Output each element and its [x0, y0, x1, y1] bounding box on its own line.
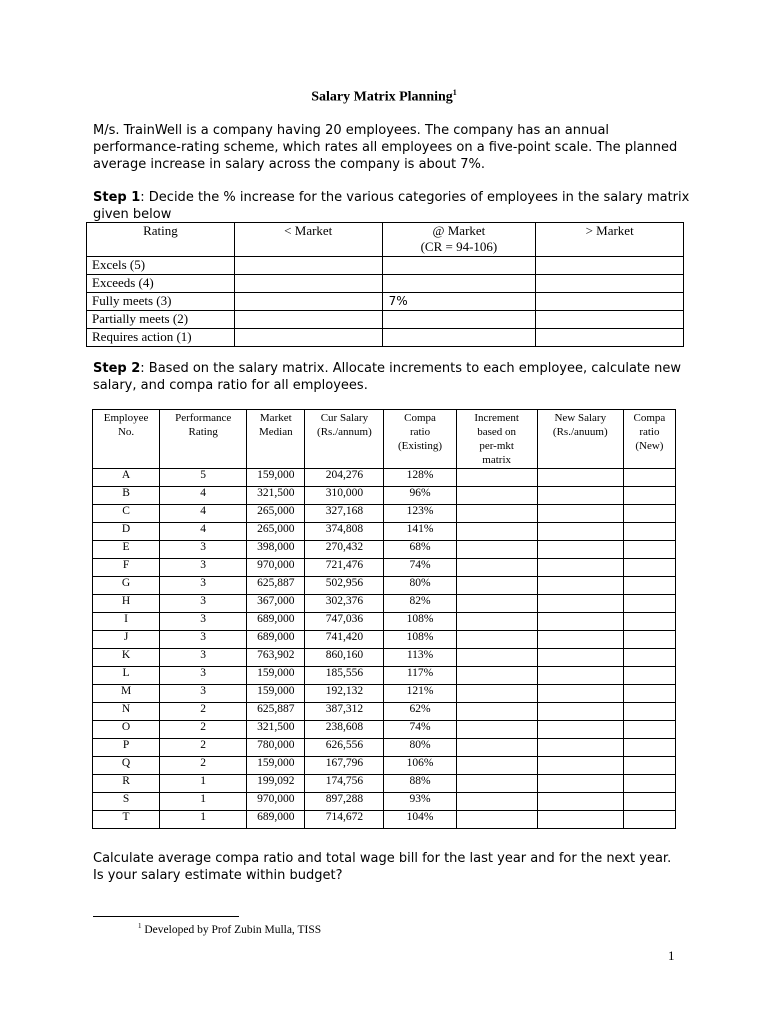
step2-instruction — [93, 360, 693, 394]
employee-header-line: based on — [477, 426, 517, 438]
table-row — [93, 685, 676, 703]
employee-header-line: Market — [259, 412, 292, 424]
compa-ratio-existing: 121% — [384, 685, 456, 703]
step2-label: Step 2 — [93, 361, 141, 376]
current-salary: 302,376 — [305, 595, 384, 613]
new-salary-cell[interactable] — [537, 595, 623, 613]
matrix-row-label: Partially meets (2) — [87, 311, 235, 329]
compa-ratio-new-cell[interactable] — [623, 739, 675, 757]
performance-rating: 1 — [160, 775, 247, 793]
table-row — [93, 775, 676, 793]
title-footnote-mark: 1 — [452, 88, 457, 97]
footnote-mark: 1 — [138, 922, 142, 930]
performance-rating: 3 — [160, 559, 247, 577]
employee-header-line: Compa — [404, 412, 436, 424]
employee-header-line: Increment — [474, 412, 519, 424]
performance-rating: 1 — [160, 793, 247, 811]
employee-no: N — [93, 703, 160, 721]
table-row — [93, 487, 676, 505]
employee-no: S — [93, 793, 160, 811]
employee-no: O — [93, 721, 160, 739]
matrix-cell-at[interactable] — [382, 329, 536, 347]
compa-ratio-existing: 104% — [384, 811, 456, 829]
employee-no: L — [93, 667, 160, 685]
employee-header-line: ratio — [409, 426, 431, 438]
performance-rating: 3 — [160, 685, 247, 703]
employee-header-line: (Rs./annum) — [317, 426, 372, 438]
current-salary: 310,000 — [305, 487, 384, 505]
employee-header-line: (Existing) — [398, 440, 443, 452]
employee-header-cell — [537, 410, 623, 469]
page-number: 1 — [668, 948, 675, 963]
increment-cell[interactable] — [456, 541, 537, 559]
new-salary-cell[interactable] — [537, 721, 623, 739]
market-median: 625,887 — [247, 577, 305, 595]
performance-rating: 5 — [160, 469, 247, 487]
current-salary: 192,132 — [305, 685, 384, 703]
compa-ratio-new-cell[interactable] — [623, 523, 675, 541]
employee-no: Q — [93, 757, 160, 775]
market-median: 159,000 — [247, 469, 305, 487]
employee-header-line: Rating — [188, 426, 218, 438]
employee-no: K — [93, 649, 160, 667]
current-salary: 167,796 — [305, 757, 384, 775]
employee-header-line: Performance — [175, 412, 232, 424]
market-median: 625,887 — [247, 703, 305, 721]
matrix-cell-below[interactable] — [234, 311, 382, 329]
increment-cell[interactable] — [456, 667, 537, 685]
new-salary-cell[interactable] — [537, 793, 623, 811]
matrix-cell-below[interactable] — [234, 293, 382, 311]
employee-header-row — [93, 410, 676, 469]
matrix-cell-above[interactable] — [536, 329, 684, 347]
performance-rating: 3 — [160, 595, 247, 613]
employee-header-cell — [305, 410, 384, 469]
current-salary: 502,956 — [305, 577, 384, 595]
compa-ratio-new-cell[interactable] — [623, 703, 675, 721]
compa-ratio-existing: 117% — [384, 667, 456, 685]
increment-cell[interactable] — [456, 595, 537, 613]
matrix-cell-at[interactable] — [382, 257, 536, 275]
table-row — [93, 703, 676, 721]
performance-rating: 3 — [160, 577, 247, 595]
current-salary: 387,312 — [305, 703, 384, 721]
current-salary: 747,036 — [305, 613, 384, 631]
performance-rating: 3 — [160, 613, 247, 631]
market-median: 970,000 — [247, 559, 305, 577]
increment-cell[interactable] — [456, 469, 537, 487]
employee-header-cell — [623, 410, 675, 469]
compa-ratio-existing: 128% — [384, 469, 456, 487]
new-salary-cell[interactable] — [537, 703, 623, 721]
matrix-header-row — [87, 223, 684, 257]
market-median: 265,000 — [247, 505, 305, 523]
compa-ratio-new-cell[interactable] — [623, 685, 675, 703]
employee-no: B — [93, 487, 160, 505]
table-row — [93, 541, 676, 559]
matrix-cell-at[interactable] — [382, 311, 536, 329]
compa-ratio-new-cell[interactable] — [623, 631, 675, 649]
compa-ratio-existing: 74% — [384, 559, 456, 577]
step1-text: : Decide the % increase for the various categories of employees in the salary matrix given below — [93, 190, 690, 222]
employee-no: G — [93, 577, 160, 595]
table-row — [93, 631, 676, 649]
employee-no: R — [93, 775, 160, 793]
matrix-cell-above[interactable] — [536, 311, 684, 329]
increment-cell[interactable] — [456, 487, 537, 505]
compa-ratio-new-cell[interactable] — [623, 595, 675, 613]
increment-cell[interactable] — [456, 559, 537, 577]
table-row — [93, 757, 676, 775]
increment-cell[interactable] — [456, 523, 537, 541]
matrix-header-at-range: (CR = 94-106) — [420, 239, 498, 254]
new-salary-cell[interactable] — [537, 559, 623, 577]
current-salary: 741,420 — [305, 631, 384, 649]
new-salary-cell[interactable] — [537, 775, 623, 793]
new-salary-cell[interactable] — [537, 649, 623, 667]
increment-cell[interactable] — [456, 613, 537, 631]
matrix-row-label: Fully meets (3) — [87, 293, 235, 311]
market-median: 199,092 — [247, 775, 305, 793]
employee-header-cell — [160, 410, 247, 469]
performance-rating: 4 — [160, 487, 247, 505]
employee-header-line: No. — [117, 426, 135, 438]
employee-header-line: Compa — [633, 412, 666, 424]
matrix-cell-at[interactable]: 7% — [382, 293, 536, 311]
employee-header-line: Median — [258, 426, 293, 438]
new-salary-cell[interactable] — [537, 541, 623, 559]
market-median: 265,000 — [247, 523, 305, 541]
employee-header-line: ratio — [639, 426, 660, 438]
market-median: 321,500 — [247, 487, 305, 505]
footnote-text: Developed by Prof Zubin Mulla, TISS — [144, 923, 322, 936]
table-row — [93, 523, 676, 541]
matrix-row-label: Requires action (1) — [87, 329, 235, 347]
new-salary-cell[interactable] — [537, 523, 623, 541]
matrix-header-at — [382, 223, 536, 257]
table-row — [93, 469, 676, 487]
compa-ratio-existing: 74% — [384, 721, 456, 739]
market-median: 780,000 — [247, 739, 305, 757]
salary-matrix-table — [86, 222, 684, 347]
current-salary: 860,160 — [305, 649, 384, 667]
employee-no: T — [93, 811, 160, 829]
new-salary-cell[interactable] — [537, 739, 623, 757]
employee-no: A — [93, 469, 160, 487]
table-row — [93, 577, 676, 595]
employee-header-line: (New) — [635, 440, 664, 452]
employee-header-line: (Rs./anuum) — [552, 426, 608, 438]
performance-rating: 2 — [160, 703, 247, 721]
employee-header-cell — [93, 410, 160, 469]
market-median: 970,000 — [247, 793, 305, 811]
employee-header-line: per-mkt — [479, 440, 514, 452]
employee-header-line: New Salary — [554, 412, 607, 424]
employee-header-line: Cur Salary — [320, 412, 369, 424]
employee-no: I — [93, 613, 160, 631]
table-row — [93, 793, 676, 811]
market-median: 689,000 — [247, 613, 305, 631]
increment-cell[interactable] — [456, 793, 537, 811]
compa-ratio-existing: 80% — [384, 739, 456, 757]
new-salary-cell[interactable] — [537, 469, 623, 487]
matrix-row — [87, 329, 684, 347]
increment-cell[interactable] — [456, 739, 537, 757]
matrix-header-below: < Market — [234, 223, 382, 257]
table-row — [93, 649, 676, 667]
market-median: 689,000 — [247, 631, 305, 649]
performance-rating: 3 — [160, 649, 247, 667]
compa-ratio-new-cell[interactable] — [623, 721, 675, 739]
current-salary: 185,556 — [305, 667, 384, 685]
compa-ratio-existing: 93% — [384, 793, 456, 811]
performance-rating: 2 — [160, 721, 247, 739]
footnote — [138, 922, 321, 936]
performance-rating: 3 — [160, 631, 247, 649]
compa-ratio-existing: 108% — [384, 613, 456, 631]
page-title: Salary Matrix Planning$^1$ — [311, 88, 457, 105]
matrix-cell-below[interactable] — [234, 257, 382, 275]
compa-ratio-existing: 108% — [384, 631, 456, 649]
table-row — [93, 811, 676, 829]
increment-cell[interactable] — [456, 775, 537, 793]
increment-cell[interactable] — [456, 703, 537, 721]
matrix-row-label: Exceeds (4) — [87, 275, 235, 293]
current-salary: 897,288 — [305, 793, 384, 811]
table-row — [93, 613, 676, 631]
new-salary-cell[interactable] — [537, 577, 623, 595]
current-salary: 714,672 — [305, 811, 384, 829]
compa-ratio-existing: 62% — [384, 703, 456, 721]
compa-ratio-new-cell[interactable] — [623, 649, 675, 667]
matrix-row — [87, 293, 684, 311]
increment-cell[interactable] — [456, 505, 537, 523]
new-salary-cell[interactable] — [537, 613, 623, 631]
employee-header-cell — [384, 410, 456, 469]
step1-instruction — [93, 189, 693, 223]
employee-header-cell — [456, 410, 537, 469]
compa-ratio-new-cell[interactable] — [623, 559, 675, 577]
current-salary: 721,476 — [305, 559, 384, 577]
current-salary: 204,276 — [305, 469, 384, 487]
matrix-header-at-label: @ Market — [432, 223, 486, 238]
compa-ratio-existing: 113% — [384, 649, 456, 667]
compa-ratio-existing: 96% — [384, 487, 456, 505]
current-salary: 374,808 — [305, 523, 384, 541]
matrix-cell-above[interactable] — [536, 293, 684, 311]
new-salary-cell[interactable] — [537, 631, 623, 649]
market-median: 367,000 — [247, 595, 305, 613]
closing-questions — [93, 850, 693, 884]
performance-rating: 2 — [160, 757, 247, 775]
matrix-header-rating: Rating — [87, 223, 235, 257]
employee-table — [92, 409, 676, 829]
matrix-cell-above[interactable] — [536, 275, 684, 293]
matrix-row — [87, 275, 684, 293]
current-salary: 238,608 — [305, 721, 384, 739]
increment-cell[interactable] — [456, 811, 537, 829]
current-salary: 626,556 — [305, 739, 384, 757]
compa-ratio-new-cell[interactable] — [623, 541, 675, 559]
table-row — [93, 559, 676, 577]
matrix-cell-at[interactable] — [382, 275, 536, 293]
current-salary: 174,756 — [305, 775, 384, 793]
employee-no: J — [93, 631, 160, 649]
step2-text: : Based on the salary matrix. Allocate increments to each employee, calculate new salary, and compa ratio for all employees. — [93, 361, 682, 393]
compa-ratio-new-cell[interactable] — [623, 811, 675, 829]
increment-cell[interactable] — [456, 649, 537, 667]
compa-ratio-new-cell[interactable] — [623, 487, 675, 505]
matrix-row — [87, 257, 684, 275]
performance-rating: 3 — [160, 667, 247, 685]
matrix-cell-below[interactable] — [234, 329, 382, 347]
table-row — [93, 505, 676, 523]
step1-label: Step 1 — [93, 190, 141, 205]
market-median: 689,000 — [247, 811, 305, 829]
compa-ratio-existing: 141% — [384, 523, 456, 541]
market-median: 159,000 — [247, 667, 305, 685]
table-row — [93, 721, 676, 739]
compa-ratio-new-cell[interactable] — [623, 793, 675, 811]
employee-no: E — [93, 541, 160, 559]
market-median: 763,902 — [247, 649, 305, 667]
compa-ratio-new-cell[interactable] — [623, 775, 675, 793]
compa-ratio-existing: 106% — [384, 757, 456, 775]
employee-no: M — [93, 685, 160, 703]
increment-cell[interactable] — [456, 757, 537, 775]
performance-rating: 2 — [160, 739, 247, 757]
market-median: 159,000 — [247, 757, 305, 775]
increment-cell[interactable] — [456, 685, 537, 703]
compa-ratio-existing: 88% — [384, 775, 456, 793]
compa-ratio-existing: 123% — [384, 505, 456, 523]
new-salary-cell[interactable] — [537, 487, 623, 505]
current-salary: 327,168 — [305, 505, 384, 523]
new-salary-cell[interactable] — [537, 757, 623, 775]
intro-paragraph: M/s. TrainWell is a company having 20 employees. The company has an annual performance-rating scheme, which rates all employees on a five-point scale. The planned average increase in salary across the company is about 7%. — [93, 123, 678, 172]
compa-ratio-new-cell[interactable] — [623, 469, 675, 487]
performance-rating: 4 — [160, 505, 247, 523]
footnote-divider — [93, 916, 239, 917]
compa-ratio-new-cell[interactable] — [623, 505, 675, 523]
new-salary-cell[interactable] — [537, 811, 623, 829]
matrix-header-above: > Market — [536, 223, 684, 257]
increment-cell[interactable] — [456, 721, 537, 739]
matrix-row-label: Excels (5) — [87, 257, 235, 275]
table-row — [93, 595, 676, 613]
employee-no: D — [93, 523, 160, 541]
employee-header-cell — [247, 410, 305, 469]
matrix-cell-below[interactable] — [234, 275, 382, 293]
matrix-row — [87, 311, 684, 329]
new-salary-cell[interactable] — [537, 685, 623, 703]
current-salary: 270,432 — [305, 541, 384, 559]
employee-no: P — [93, 739, 160, 757]
closing-line: Is your salary estimate within budget? — [93, 868, 343, 883]
market-median: 159,000 — [247, 685, 305, 703]
table-row — [93, 667, 676, 685]
new-salary-cell[interactable] — [537, 667, 623, 685]
matrix-cell-above[interactable] — [536, 257, 684, 275]
employee-header-line: Employee — [103, 412, 149, 424]
increment-cell[interactable] — [456, 631, 537, 649]
compa-ratio-existing: 80% — [384, 577, 456, 595]
performance-rating: 1 — [160, 811, 247, 829]
table-row — [93, 739, 676, 757]
compa-ratio-new-cell[interactable] — [623, 613, 675, 631]
compa-ratio-new-cell[interactable] — [623, 667, 675, 685]
employee-header-line: matrix — [482, 454, 511, 466]
compa-ratio-existing: 82% — [384, 595, 456, 613]
performance-rating: 3 — [160, 541, 247, 559]
employee-no: C — [93, 505, 160, 523]
employee-no: H — [93, 595, 160, 613]
market-median: 321,500 — [247, 721, 305, 739]
compa-ratio-new-cell[interactable] — [623, 757, 675, 775]
increment-cell[interactable] — [456, 577, 537, 595]
closing-line: Calculate average compa ratio and total wage bill for the last year and for the next year. — [93, 851, 672, 866]
compa-ratio-new-cell[interactable] — [623, 577, 675, 595]
market-median: 398,000 — [247, 541, 305, 559]
employee-no: F — [93, 559, 160, 577]
compa-ratio-existing: 68% — [384, 541, 456, 559]
new-salary-cell[interactable] — [537, 505, 623, 523]
performance-rating: 4 — [160, 523, 247, 541]
